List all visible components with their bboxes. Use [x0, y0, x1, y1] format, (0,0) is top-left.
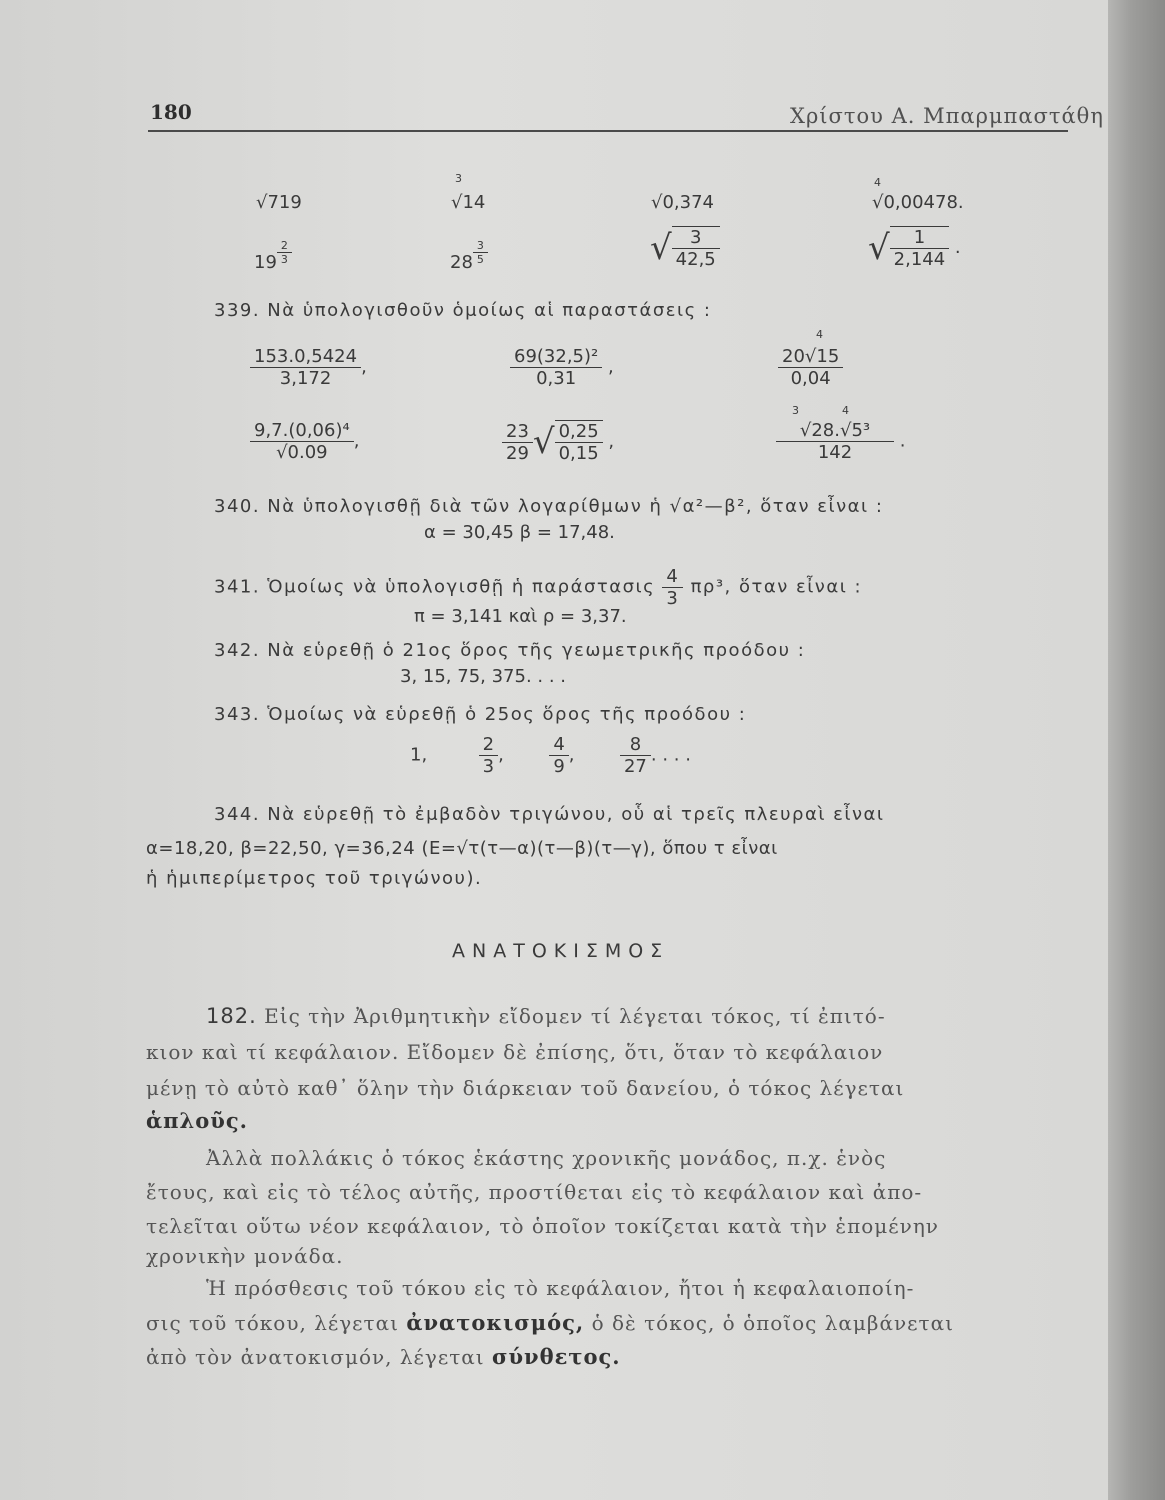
term-bold: σύνθετος.: [491, 1344, 621, 1369]
comma: ,: [361, 356, 367, 378]
frac-den: 3: [666, 588, 680, 609]
fraction: [776, 420, 894, 463]
exercise-344-line1: 344. Νὰ εὑρεθῇ τὸ ἐμβαδὸν τριγώνου, οὗ αἱ τρεῖς πλευραὶ εἶναι: [214, 804, 885, 825]
fraction: [672, 226, 720, 270]
root-fraction-3-over-425: [650, 226, 720, 270]
frac-den: 9: [553, 756, 565, 777]
fraction: [250, 346, 361, 389]
frac-num: 23: [502, 421, 533, 443]
fraction: [890, 226, 950, 270]
root-index-339-3: 4: [816, 328, 823, 341]
frac-num: 3: [672, 227, 720, 249]
root-index-3: 3: [455, 172, 462, 185]
exercise-340-values: α = 30,45 β = 17,48.: [424, 522, 615, 543]
comma: ,: [498, 744, 504, 766]
page-edge-shadow: [1108, 0, 1165, 1500]
exercise-342-values: 3, 15, 75, 375. . . .: [400, 666, 566, 687]
frac-num: 153.0,5424: [250, 346, 361, 368]
frac-den: 27: [623, 756, 647, 777]
para-182-line2: κιον καὶ τί κεφάλαιον. Εἴδομεν δὲ ἐπίσης, ὅτι, ὅταν τὸ κεφάλαιον: [146, 1040, 884, 1064]
frac-den: 0,15: [558, 443, 599, 464]
root-000478: √0,00478.: [872, 192, 964, 213]
comma: ,: [353, 430, 360, 452]
root-0374: √0,374: [651, 192, 714, 213]
exercise-341-text-end: πρ³, ὅταν εἶναι :: [690, 576, 863, 598]
term-3: [549, 734, 568, 777]
frac-num: 4: [662, 566, 683, 588]
frac-den: 2,144: [893, 249, 946, 270]
fraction-339-6: [776, 420, 905, 463]
frac-num: 69(32,5)²: [510, 346, 602, 368]
power-28-exp: [473, 239, 488, 266]
exp-den: 3: [280, 252, 288, 266]
exercise-344-line2: α=18,20, β=22,50, γ=36,24 (Ε=√τ(τ—α)(τ—β)(τ—γ), ὅπου τ εἶναι: [146, 838, 778, 859]
power-19-exp: [277, 239, 292, 266]
exercise-341: [214, 566, 862, 609]
power-19-base: 19: [254, 252, 277, 273]
running-title: Χρίστου Α. Μπαρμπαστάθη: [790, 104, 1104, 128]
radical-sign: √: [532, 422, 555, 462]
page-number: 180: [150, 100, 192, 124]
radical-sign: √: [868, 228, 890, 268]
exercise-339: 339. Νὰ ὑπολογισθοῦν ὁμοίως αἱ παραστάσεις :: [214, 300, 712, 321]
frac-num: √28.√5³: [776, 420, 894, 442]
frac-num: 4: [549, 734, 568, 756]
term-1: 1,: [410, 744, 428, 766]
fraction-339-3: [778, 346, 843, 389]
term-bold: ἀνατοκισμός,: [406, 1310, 585, 1335]
frac-den: 0,31: [536, 368, 577, 389]
frac-den: 3: [482, 756, 495, 777]
frac-den: 0,04: [790, 368, 831, 389]
root-fraction-1-over-2144: [868, 226, 961, 270]
fraction-339-4: [250, 420, 359, 463]
comma: ,: [602, 431, 615, 452]
frac-num: 20√15: [778, 346, 843, 368]
frac-den: 29: [506, 442, 529, 464]
fraction-339-2: [510, 346, 614, 389]
exercise-341-values: π = 3,141 καὶ ρ = 3,37.: [414, 606, 627, 627]
exp-num: 2: [277, 239, 292, 253]
ellipsis: . . . .: [650, 744, 691, 766]
period: .: [894, 430, 906, 452]
root-index-339-6a: 3: [792, 404, 799, 417]
comma: ,: [568, 744, 575, 766]
exp-den: 5: [476, 252, 484, 266]
fraction: [250, 420, 354, 463]
frac-num: 2: [479, 734, 498, 756]
para-text: σις τοῦ τόκου, λέγεται: [146, 1311, 399, 1335]
power-19: [254, 238, 292, 273]
frac-den: √0.09: [276, 442, 328, 463]
fraction-339-1: [250, 346, 367, 389]
frac-den: 3,172: [279, 368, 332, 389]
header-rule: [148, 130, 1068, 132]
exercise-343-terms: [410, 734, 691, 777]
exercise-341-text: 341. Ὁμοίως νὰ ὑπολογισθῇ ἡ παράστασις: [214, 576, 656, 598]
period: .: [949, 237, 961, 258]
para-c-line2: [146, 1310, 954, 1335]
para-number: 182.: [206, 1004, 257, 1028]
frac-den: 42,5: [675, 249, 716, 270]
frac-den: 142: [817, 442, 853, 463]
para-c-line3: [146, 1344, 621, 1369]
para-b-line4: χρονικὴν μονάδα.: [146, 1244, 344, 1268]
power-28: [450, 238, 488, 273]
root-index-4: 4: [874, 176, 881, 189]
frac-num: 0,25: [555, 421, 603, 443]
radicand-fraction: [555, 420, 603, 464]
term-4: [620, 734, 651, 777]
para-text: ὁ δὲ τόκος, ὁ ὁποῖος λαμβάνεται: [591, 1311, 954, 1335]
para-b-line3: τελεῖται οὕτω νέον κεφάλαιον, τὸ ὁποῖον τοκίζεται κατὰ τὴν ἑπομένην: [146, 1214, 939, 1238]
fraction: [510, 346, 602, 389]
root-14: √14: [451, 192, 486, 213]
exercise-342: 342. Νὰ εὑρεθῇ ὁ 21ος ὅρος τῆς γεωμετρικῆς προόδου :: [214, 640, 806, 661]
term-2: [479, 734, 498, 777]
para-182-line3: μένῃ τὸ αὐτὸ καθ᾿ ὅλην τὴν διάρκειαν τοῦ δανείου, ὁ τόκος λέγεται: [146, 1076, 905, 1100]
power-28-base: 28: [450, 252, 473, 273]
exp-num: 3: [473, 239, 488, 253]
para-b-line2: ἔτους, καὶ εἰς τὸ τέλος αὐτῆς, προστίθεται εἰς τὸ κεφάλαιον καὶ ἀπο-: [146, 1180, 923, 1204]
root-index-339-6b: 4: [842, 404, 849, 417]
para-text: Εἰς τὴν Ἀριθμητικὴν εἴδομεν τί λέγεται τόκος, τί ἐπιτό-: [264, 1004, 886, 1028]
radical-sign: √: [650, 228, 672, 268]
para-text: ἀπὸ τὸν ἀνατοκισμόν, λέγεται: [146, 1345, 485, 1369]
frac-num: 8: [620, 734, 651, 756]
para-b-line1: Ἀλλὰ πολλάκις ὁ τόκος ἑκάστης χρονικῆς μονάδος, π.χ. ἑνὸς: [206, 1146, 887, 1170]
exercise-340: 340. Νὰ ὑπολογισθῇ διὰ τῶν λογαρίθμων ἡ √α²—β², ὅταν εἶναι :: [214, 496, 884, 517]
para-c-line1: Ἡ πρόσθεσις τοῦ τόκου εἰς τὸ κεφάλαιον, ἤτοι ἡ κεφαλαιοποίη-: [206, 1276, 915, 1300]
section-title: ΑΝΑΤΟΚΙΣΜΟΣ: [452, 940, 670, 962]
frac-num: 9,7.(0,06)⁴: [250, 420, 354, 442]
comma: ,: [602, 356, 614, 378]
para-182-line4: ἁπλοῦς.: [146, 1108, 248, 1133]
coef-fraction: [502, 421, 533, 464]
fraction-339-5: [502, 420, 614, 464]
exercise-343: 343. Ὁμοίως νὰ εὑρεθῇ ὁ 25ος ὅρος τῆς προόδου :: [214, 704, 747, 725]
para-182-line1: [206, 1004, 886, 1028]
frac-num: 1: [890, 227, 950, 249]
fraction: [778, 346, 843, 389]
fraction-4-3: [662, 566, 683, 609]
exercise-344-line3: ἡ ἡμιπερίμετρος τοῦ τριγώνου).: [146, 868, 483, 889]
root-719: √719: [256, 192, 302, 213]
